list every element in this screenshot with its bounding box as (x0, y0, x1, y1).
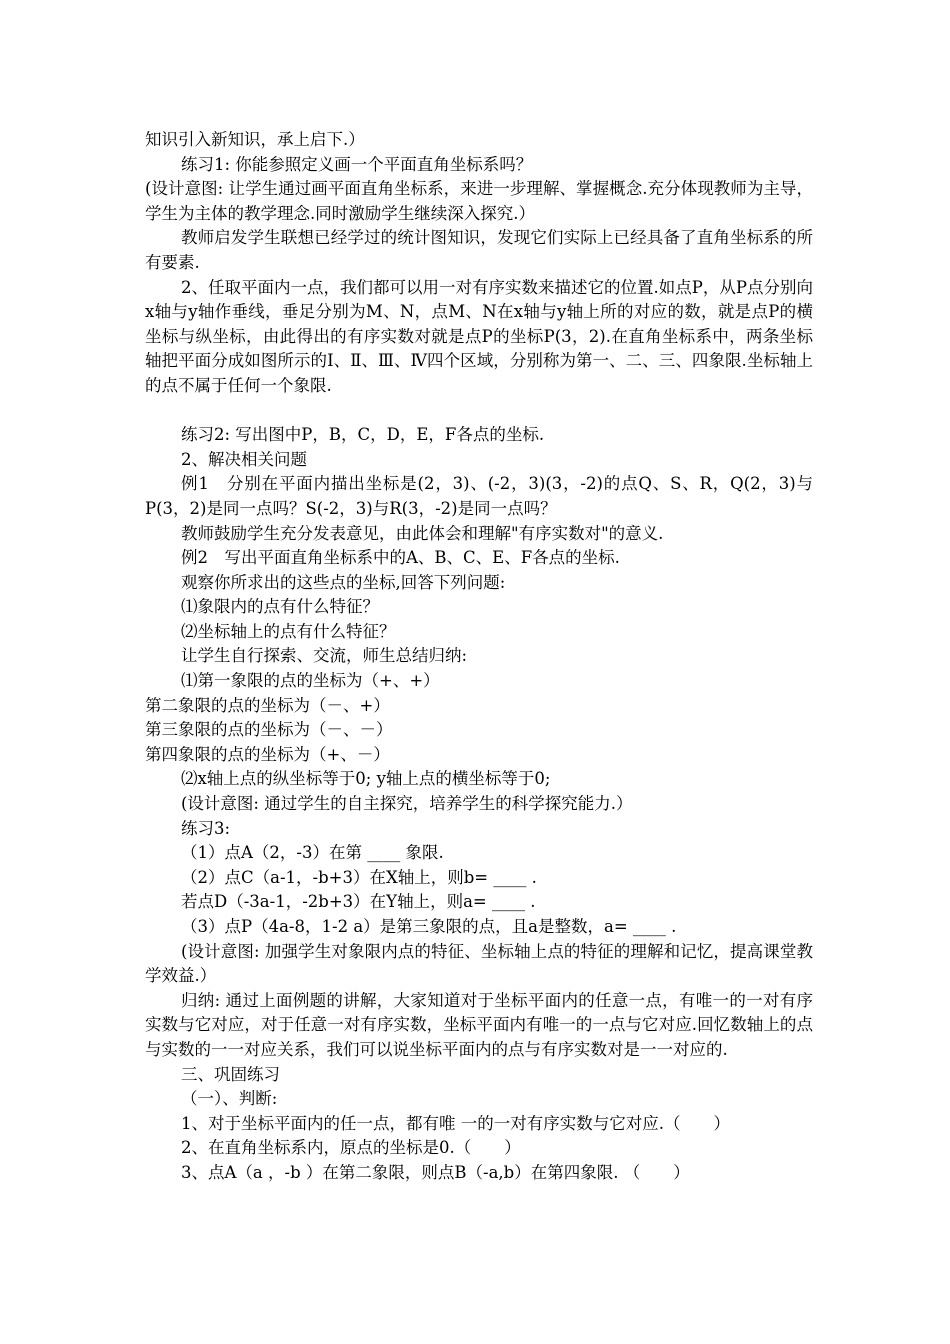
paragraph-design-intent-2: (设计意图: 通过学生的自主探究，培养学生的科学探究能力.） (181, 794, 633, 814)
question-axis-points: ⑵坐标轴上的点有什么特征？ (181, 621, 396, 641)
exercise-3-item-3: （3）点P（4a-8，1-2 a）是第三象限的点，且a是整数，a= ____ . (181, 917, 677, 936)
paragraph-example-1: 例1 分别在平面内描出坐标是(2，3)、(-2，3)(3，-2)的点Q、S、R，Q(2，3)与P(3，2)是同一点吗？S(-2，3)与R(3，-2)是同一点吗？ (145, 474, 813, 518)
paragraph-conclusion: 归纳: 通过上面例题的讲解，大家知道对于坐标平面内的任意一点，有唯一的一对有序实数与它对应，对于任意一对有序实数，坐标平面内有唯一的一点与它对应.回忆数轴上的点与实数的一一对应关系，我们可以说坐标平面内的点与有序实数对是一一对应的. (145, 990, 813, 1059)
paragraph-example-2: 例2 写出平面直角坐标系中的A、B、C、E、F各点的坐标. (181, 548, 620, 568)
paragraph-teacher-hint: 教师启发学生联想已经学过的统计图知识，发现它们实际上已经具备了直角坐标系的所有要素. (145, 228, 813, 272)
exercise-3-item-1: （1）点A（2，-3）在第 ____ 象限. (181, 843, 444, 863)
paragraph-design-intent-3: (设计意图: 加强学生对象限内点的特征、坐标轴上点的特征的理解和记忆，提高课堂教学效益.） (145, 941, 813, 986)
paragraph-coordinate-definition: 2、任取平面内一点，我们都可以用一对有序实数来描述它的位置.如点P，从P点分别向x轴与y轴作垂线，垂足分别为M、N，点M、N在x轴与y轴上所的对应的数，就是点P的横坐标与纵坐标，由此得出的有序实数对就是点P的坐标P(3，2).在直角坐标系中，两条坐标轴把平面分成如图所示的Ⅰ、Ⅱ、Ⅲ、Ⅳ四个区域，分别称为第一、二、三、四象限.坐标轴上的点不属于任何一个象限. (145, 277, 813, 395)
judge-item-3: 3、点A（a ，-b ）在第二象限，则点B（-a,b）在第四象限. （ ） (181, 1162, 690, 1182)
summary-quadrant-3: 第三象限的点的坐标为（－、－） (145, 720, 393, 740)
section-heading-solve: 2、解决相关问题 (181, 449, 307, 469)
blank-line (145, 399, 813, 424)
paragraph-teacher-encourage: 教师鼓励学生充分发表意见，由此体会和理解"有序实数对"的意义. (181, 523, 664, 543)
paragraph-exercise-2: 练习2: 写出图中P，B，C，D，E，F各点的坐标. (181, 425, 545, 445)
question-quadrant-points: ⑴象限内的点有什么特征？ (181, 597, 379, 617)
summary-quadrant-1: ⑴第一象限的点的坐标为（+、+） (181, 671, 440, 691)
summary-quadrant-2: 第二象限的点的坐标为（－、+） (145, 695, 390, 715)
paragraph-intro-end: 知识引入新知识，承上启下.） (145, 130, 365, 149)
exercise-3-item-2b: 若点D（-3a-1，-2b+3）在Y轴上，则a= ____ . (181, 892, 536, 912)
exercise-3-item-2: （2）点C（a-1，-b+3）在X轴上，则b= ____ . (181, 867, 537, 887)
summary-axis: ⑵x轴上点的纵坐标等于0; y轴上点的横坐标等于0; (181, 769, 551, 789)
paragraph-exercise-1: 练习1: 你能参照定义画一个平面直角坐标系吗？ (181, 154, 533, 174)
judge-item-1: 1、对于坐标平面内的任一点，都有唯 一的一对有序实数与它对应.（ ） (181, 1113, 730, 1133)
paragraph-explore: 让学生自行探索、交流，师生总结归纳: (181, 646, 468, 666)
section-heading-practice: 三、巩固练习 (181, 1064, 280, 1084)
paragraph-exercise-3: 练习3: (181, 818, 231, 838)
subsection-heading-judge: （一）、判断: (181, 1089, 278, 1109)
paragraph-design-intent-1: (设计意图: 让学生通过画平面直角坐标系，来进一步理解、掌握概念.充分体现教师为主导，学生为主体的教学理念.同时激励学生继续深入探究.） (145, 179, 813, 223)
paragraph-observe: 观察你所求出的这些点的坐标,回答下列问题: (181, 572, 506, 592)
document-body (145, 128, 813, 1186)
judge-item-2: 2、在直角坐标系内，原点的坐标是0.（ ） (181, 1138, 521, 1158)
summary-quadrant-4: 第四象限的点的坐标为（+、－） (145, 744, 390, 764)
